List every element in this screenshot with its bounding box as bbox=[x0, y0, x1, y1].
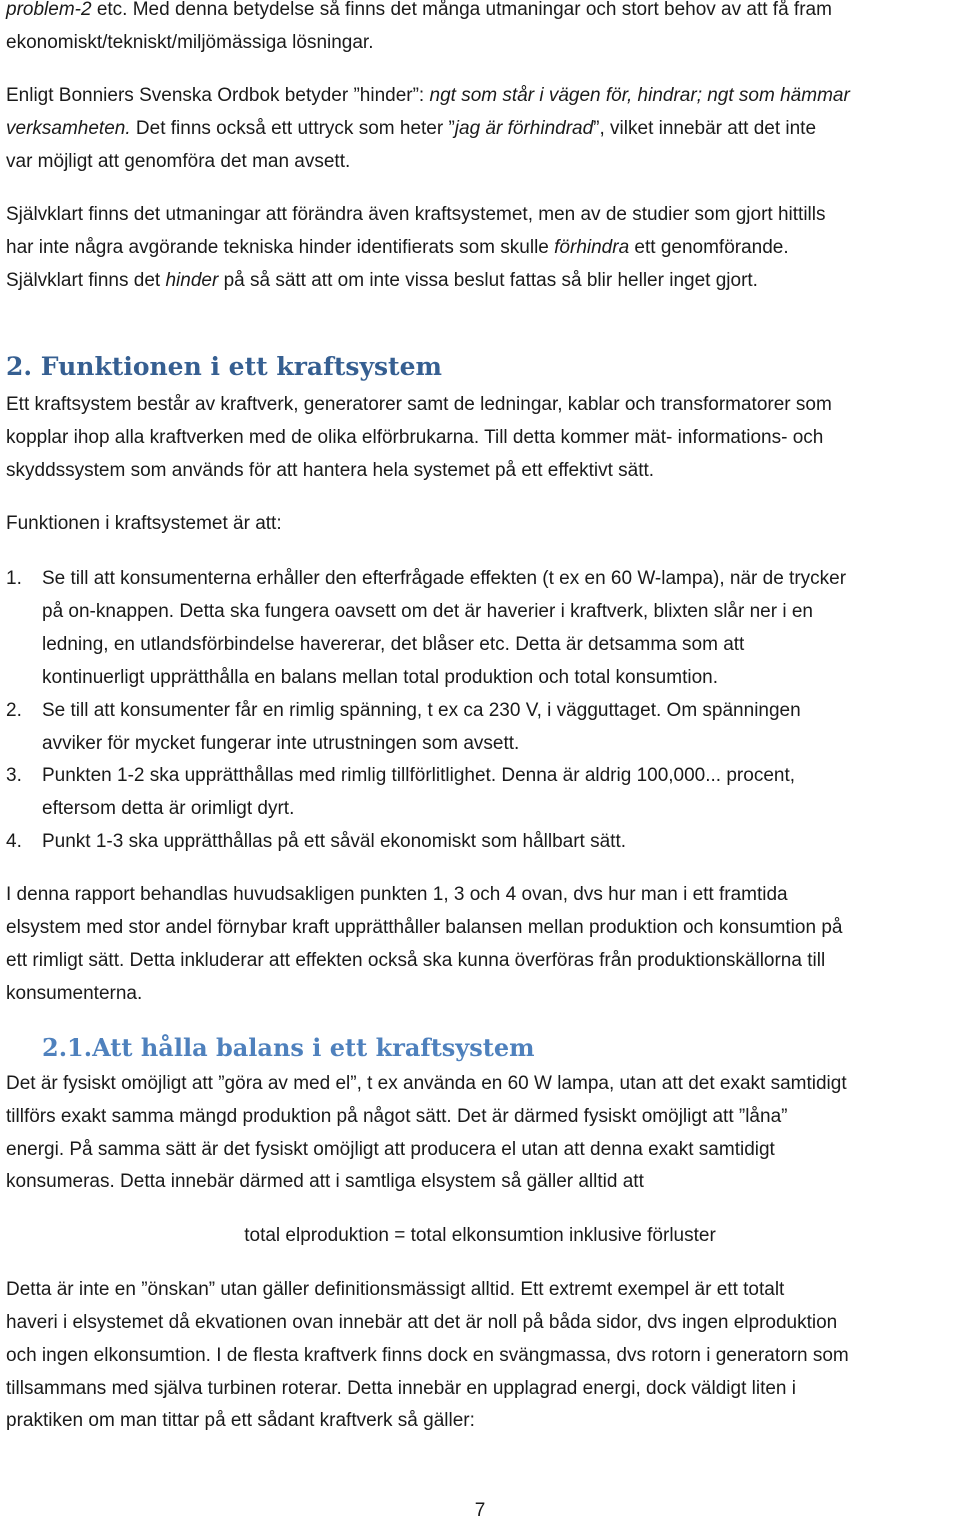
para2-text: ett genomförande. bbox=[629, 237, 789, 258]
para2-emphasis: förhindra bbox=[554, 237, 630, 258]
section-heading: 2. Funktionen i ett kraftsystem bbox=[6, 352, 442, 381]
section2-line-2: kopplar ihop alla kraftverken med de olika elförbrukarna. Till detta kommer mät- informations- och bbox=[6, 427, 824, 448]
dictionary-quote: verksamheten. bbox=[6, 118, 131, 139]
para2-text: har inte några avgörande tekniska hinder identifierats som skulle bbox=[6, 237, 555, 258]
summary-line-1: I denna rapport behandlas huvudsakligen punkten 1, 3 och 4 ovan, dvs hur man i ett framtida bbox=[6, 884, 788, 905]
list-item-3-line-2: eftersom detta är orimligt dyrt. bbox=[42, 798, 295, 819]
summary-line-4: konsumenterna. bbox=[6, 983, 143, 1004]
list-item-1-line-1: Se till att konsumenterna erhåller den efterfrågade effekten (t ex en 60 W-lampa), när de trycker bbox=[42, 568, 847, 589]
list-item-1-line-3: ledning, en utlandsförbindelse havererar, det blåser etc. Detta är detsamma som att bbox=[42, 634, 745, 655]
section21-para2-line-1: Detta är inte en ”önskan” utan gäller definitionsmässigt alltid. Ett extremt exempel är ett totalt bbox=[6, 1279, 785, 1300]
intro-term: problem-2 bbox=[6, 0, 92, 20]
section21-line-1: Det är fysiskt omöjligt att ”göra av med el”, t ex använda en 60 W lampa, utan att det exakt samtidigt bbox=[6, 1073, 847, 1094]
section21-para2-line-5: praktiken om man tittar på ett sådant kraftverk så gäller: bbox=[6, 1410, 475, 1431]
intro-text: Enligt Bonniers Svenska Ordbok betyder ”hinder”: bbox=[6, 85, 430, 106]
section21-para2-line-3: och ingen elkonsumtion. I de flesta kraftverk finns dock en svängmassa, dvs rotorn i generatorn som bbox=[6, 1345, 849, 1366]
section21-line-2: tillförs exakt samma mängd produktion på något sätt. Det är därmed fysiskt omöjligt att ”låna” bbox=[6, 1106, 788, 1127]
section2-line-1: Ett kraftsystem består av kraftverk, generatorer samt de ledningar, kablar och transformatorer som bbox=[6, 394, 832, 415]
balance-equation: total elproduktion = total elkonsumtion inklusive förluster bbox=[244, 1225, 716, 1246]
expression-quote: jag är förhindrad bbox=[454, 118, 594, 139]
intro-line-1 bbox=[6, 0, 832, 19]
list-item-1-line-2: på on-knappen. Detta ska fungera oavsett om det är haverier i kraftverk, blixten slår ner i en bbox=[42, 601, 813, 622]
para2-line-1: Självklart finns det utmaningar att förändra även kraftsystemet, men av de studier som gjort hittills bbox=[6, 204, 826, 225]
list-number: 4. bbox=[6, 831, 22, 852]
section2-line-3: skyddssystem som används för att hantera hela systemet på ett effektivt sätt. bbox=[6, 460, 655, 481]
para2-text: Självklart finns det bbox=[6, 270, 166, 291]
list-item-2-line-1: Se till att konsumenter får en rimlig spänning, t ex ca 230 V, i vägguttaget. Om spänningen bbox=[42, 700, 801, 721]
para2-line-2 bbox=[6, 238, 789, 257]
list-item-4-line-1: Punkt 1-3 ska upprätthållas på ett såväl ekonomiskt som hållbart sätt. bbox=[42, 831, 627, 852]
intro-line-2: ekonomiskt/tekniskt/miljömässiga lösningar. bbox=[6, 32, 374, 53]
list-item-1-line-4: kontinuerligt upprätthålla en balans mellan total produktion och total konsumtion. bbox=[42, 667, 718, 688]
summary-line-3: ett rimligt sätt. Detta inkluderar att effekten också ska kunna överföras från produktionskällorna till bbox=[6, 950, 826, 971]
summary-line-2: elsystem med stor andel förnybar kraft upprätthåller balansen mellan produktion och konsumtion på bbox=[6, 917, 843, 938]
para2-line-3 bbox=[6, 271, 758, 290]
list-lead: Funktionen i kraftsystemet är att: bbox=[6, 513, 282, 534]
section21-para2-line-2: haveri i elsystemet då ekvationen ovan innebär att det är noll på båda sidor, dvs ingen elproduktion bbox=[6, 1312, 838, 1333]
intro-line-5: var möjligt att genomföra det man avsett. bbox=[6, 151, 351, 172]
list-number: 1. bbox=[6, 568, 22, 589]
page-number: 7 bbox=[474, 1500, 486, 1521]
section21-line-4: konsumeras. Detta innebär därmed att i samtliga elsystem så gäller alltid att bbox=[6, 1171, 644, 1192]
intro-text: etc. Med denna betydelse så finns det många utmaningar och stort behov av att få fram bbox=[91, 0, 832, 20]
dictionary-quote: ngt som står i vägen för, hindrar; ngt som hämmar bbox=[429, 85, 850, 106]
list-item-2-line-2: avviker för mycket fungerar inte utrustningen som avsett. bbox=[42, 733, 520, 754]
intro-line-3 bbox=[6, 86, 850, 105]
subsection-heading: 2.1.Att hålla balans i ett kraftsystem bbox=[42, 1033, 535, 1062]
intro-line-4 bbox=[6, 119, 816, 138]
section21-line-3: energi. På samma sätt är det fysiskt omöjligt att producera el utan att denna exakt samtidigt bbox=[6, 1139, 775, 1160]
list-number: 2. bbox=[6, 700, 22, 721]
intro-text: Det finns också ett uttryck som heter ” bbox=[130, 118, 455, 139]
list-item-3-line-1: Punkten 1-2 ska upprätthållas med rimlig tillförlitlighet. Denna är aldrig 100,000... procent, bbox=[42, 765, 796, 786]
list-number: 3. bbox=[6, 765, 22, 786]
para2-text: på så sätt att om inte vissa beslut fattas så blir heller inget gjort. bbox=[218, 270, 758, 291]
para2-emphasis: hinder bbox=[165, 270, 219, 291]
intro-text: ”, vilket innebär att det inte bbox=[593, 118, 817, 139]
section21-para2-line-4: tillsammans med själva turbinen roterar. Detta innebär en upplagrad energi, dock väldigt liten i bbox=[6, 1378, 796, 1399]
